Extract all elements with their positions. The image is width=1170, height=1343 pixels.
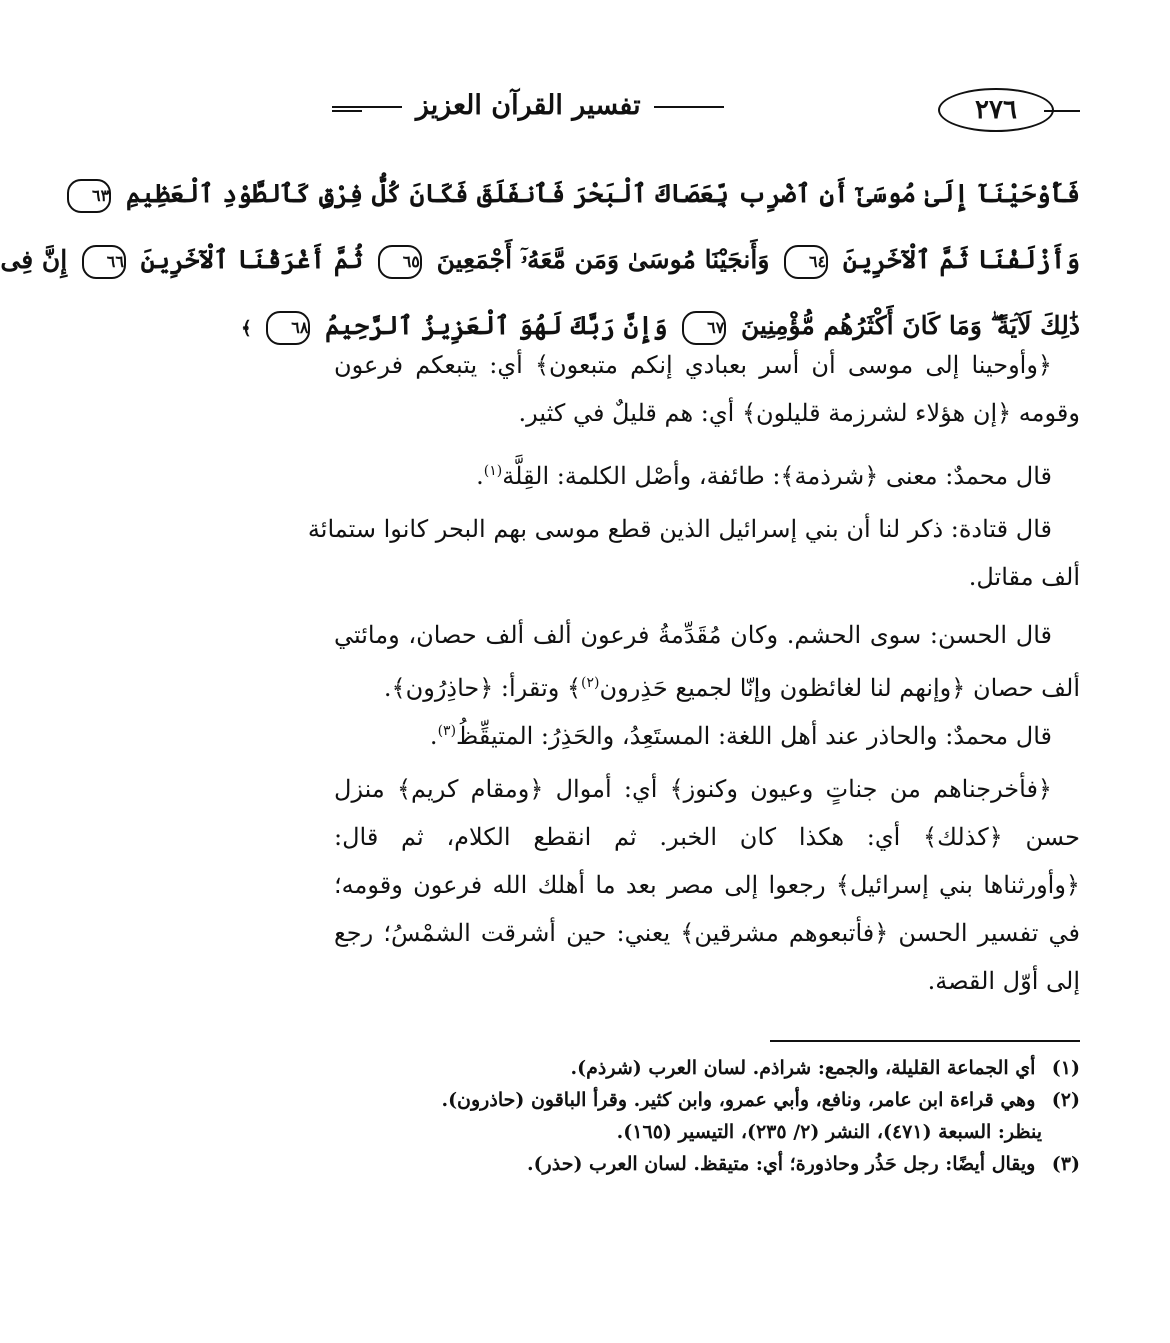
verse-text: وَإِنَّ رَبَّكَ لَهُوَ ٱلْعَزِيزُ ٱلرَّحِيمُ [325, 311, 668, 340]
quran-line [0, 234, 1080, 300]
verse-text: وَأَزْلَفْنَا ثَمَّ ٱلْآخَرِينَ [842, 245, 1080, 274]
title-dash [654, 106, 724, 108]
ayah-number-icon: ٦٦ [82, 245, 126, 279]
footnote-text: ويقال أيضًا: رجل حَذُر وحاذورة؛ أي: متيقظ. لسان العرب (حذر). [526, 1153, 1036, 1175]
page-header [332, 88, 1080, 136]
text-line [334, 663, 1080, 711]
text-line: ﴿فأخرجناهم من جناتٍ وعيون وكنوز﴾ أي: أموال ﴿ومقام كريم﴾ منزل [334, 775, 1052, 803]
running-title-text: تفسير القرآن العزيز [415, 90, 641, 121]
quran-verses [0, 168, 1080, 366]
quran-line [92, 168, 1080, 234]
running-title [368, 90, 728, 121]
text-line: قال الحسن: سوى الحشم. وكان مُقَدِّمةُ فرعون ألف ألف حصان، ومائتي [334, 621, 1052, 649]
commentary [307, 345, 1080, 1009]
text-segment: . [429, 722, 438, 750]
ayah-number-icon: ٦٥ [378, 245, 422, 279]
text-line: وقومه ﴿إن هؤلاء لشرزمة قليلون﴾ أي: هم قليلٌ في كثير. [518, 399, 1080, 427]
text-segment: ألف حصان ﴿وإنهم لنا لغائظون وإنّا لجميع حَذِرون [599, 674, 1080, 702]
verse-text: فَأَوْحَيْنَآ إِلَىٰ مُوسَىٰٓ أَنِ ٱضْرِب بِّعَصَاكَ ٱلْبَحْرَ فَٱنفَلَقَ فَكَانَ كُلُّ فِرْقٍ كَٱلطَّوْدِ ٱلْعَظِيمِ [125, 179, 1080, 208]
footnote-continuation: ينظر: السبعة (٤٧١)، النشر (٢/ ٢٣٥)، التيسير (١٦٥). [616, 1121, 1042, 1143]
text-line: إلى أوّل القصة. [927, 967, 1080, 995]
verse-text: إِنَّ فِى [0, 245, 68, 274]
footnote-text: أي الجماعة القليلة، والجمع: شراذم. لسان العرب (شرذم). [570, 1057, 1036, 1079]
text-line [334, 711, 1080, 759]
text-line: ﴿وأوحينا إلى موسى أن أسر بعبادي إنكم متبعون﴾ أي: يتبعكم فرعون [334, 351, 1052, 379]
ayah-number-icon: ٦٨ [266, 311, 310, 345]
header-rule [1044, 110, 1080, 112]
footnote-ref: (٣) [437, 723, 457, 739]
verse-text: وَأَنجَيْنَا مُوسَىٰ وَمَن مَّعَهُۥٓ أَجْمَعِينَ [436, 245, 770, 274]
footnote-number: (٣) [1051, 1153, 1080, 1175]
ayah-number-icon: ٦٧ [682, 311, 726, 345]
ayah-number-icon: ٦٤ [784, 245, 828, 279]
footnotes [334, 1054, 1080, 1182]
footnote-ref: (١) [483, 463, 503, 479]
text-line: حسن ﴿كذلك﴾ أي: هكذا كان الخبر. ثم انقطع الكلام، ثم قال: [334, 823, 1080, 851]
footnote [334, 1054, 1080, 1086]
ayah-number-icon: ٦٣ [67, 179, 111, 213]
verse-text: ذَٰلِكَ لَآيَةً ۖ وَمَا كَانَ أَكْثَرُهُم مُّؤْمِنِينَ [741, 311, 1080, 340]
text-line: قال قتادة: ذكر لنا أن بني إسرائيل الذين قطع موسى بهم البحر كانوا ستمائة [307, 515, 1052, 543]
text-line: ألف مقاتل. [968, 563, 1080, 591]
footnote-ref: (٢) [581, 675, 600, 691]
closing-bracket-icon: ﴾ [241, 318, 252, 339]
verse-text: ثُمَّ أَغْرَقْنَا ٱلْآخَرِينَ [140, 245, 364, 274]
text-segment: قال محمدٌ: معنى ﴿شرذمة﴾: طائفة، وأصْل الكلمة: القِلَّة [502, 462, 1052, 490]
text-segment: ﴾ وتقرأ: ﴿حاذِرُون﴾. [383, 674, 582, 702]
title-dash [332, 106, 402, 108]
footnote [334, 1150, 1080, 1182]
text-line: ﴿وأورثناها بني إسرائيل﴾ رجعوا إلى مصر بعد ما أهلك الله فرعون وقومه؛ [334, 871, 1080, 899]
page-number: ٢٧٦ [938, 88, 1054, 132]
text-line: في تفسير الحسن ﴿فأتبعوهم مشرقين﴾ يعني: حين أشرقت الشمْسُ؛ رجع [334, 919, 1080, 947]
footnote-text: وهي قراءة ابن عامر، ونافع، وأبي عمرو، وابن كثير. وقرأ الباقون (حاذرون). [441, 1089, 1036, 1111]
text-segment: قال محمدٌ: والحاذر عند أهل اللغة: المستَعِدُ، والحَذِرُ: المتيقِّظُ [456, 722, 1052, 750]
footnote-divider [770, 1040, 1080, 1042]
footnote-number: (١) [1051, 1057, 1080, 1079]
text-line [334, 451, 1080, 499]
text-segment: . [476, 462, 484, 490]
footnote-number: (٢) [1051, 1089, 1080, 1111]
footnote [334, 1086, 1080, 1118]
